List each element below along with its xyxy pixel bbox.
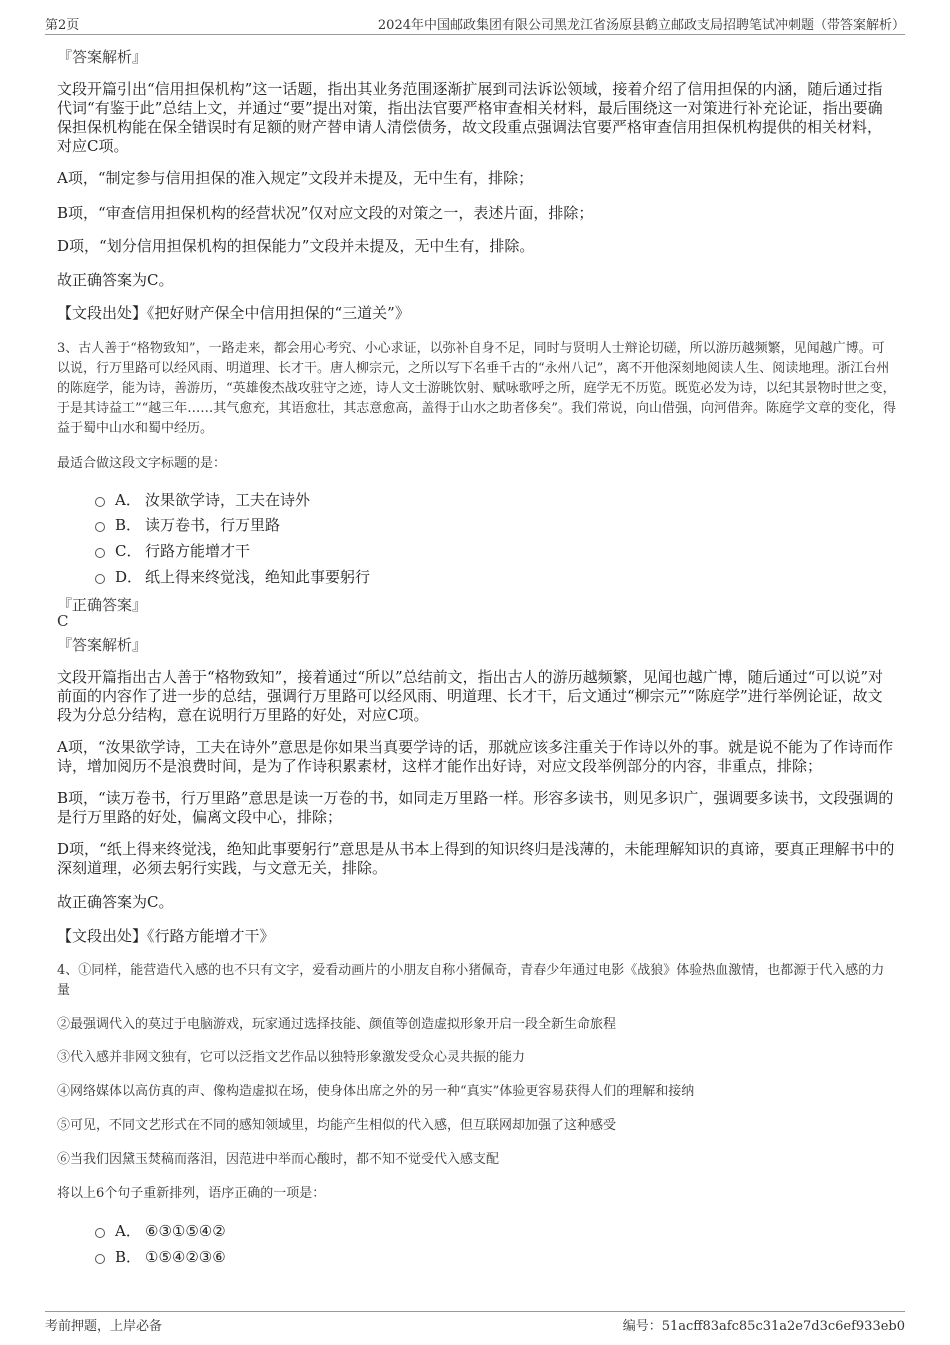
q4-question: 将以上6个句子重新排列，语序正确的一项是： [57, 1186, 326, 1201]
page-header [45, 14, 905, 35]
q3-correct-answer: C [57, 612, 69, 630]
q3-question: 最适合做这段文字标题的是： [57, 456, 227, 471]
q4-sentence-6: ⑥当我们因黛玉焚稿而落泪，因范进中举而心酸时，都不知不觉受代入感支配 [57, 1152, 500, 1167]
q4-sentence-1: 4、①同样，能营造代入感的也不只有文字，爱看动画片的小朋友自称小猪佩奇，青春少年通过电影《战狼》体验热血激情，也都源于代入感的力量 [57, 963, 885, 998]
q2-option-d-analysis: D项，“划分信用担保机构的担保能力”文段并未提及，无中生有，排除。 [57, 237, 535, 255]
q4-sentence-5: ⑤可见，不同文艺形式在不同的感知领域里，均能产生相似的代入感，但互联网却加强了这种感受 [57, 1118, 617, 1133]
q3-option-b-analysis: B项，“读万卷书，行万里路”意思是读一万卷的书，如同走万里路一样。形容多读书，则见多识广，强调要多读书，文段强调的是行万里路的好处，偏离文段中心，排除； [57, 789, 894, 826]
q3-option-a[interactable]: A． 汝果欲学诗，工夫在诗外 [95, 489, 310, 510]
footer-slogan: 考前押题，上岸必备 [45, 1319, 163, 1334]
radio-icon[interactable] [95, 1254, 105, 1264]
q3-source: 【文段出处】《行路方能增才干》 [57, 927, 275, 945]
q2-source: 【文段出处】《把好财产保全中信用担保的“三道关”》 [57, 304, 410, 322]
radio-icon[interactable] [95, 548, 105, 558]
q3-stem: 3、古人善于“格物致知”，一路走来，都会用心考究、小心求证，以弥补自身不足，同时与贤明人士辩论切磋，所以游历越频繁，见闻越广博。可以说，行万里路可以经风雨、明道理、长才干。唐人柳宗元，之所以写下名垂千古的“永州八记”，离不开他深刻地阅读人生、阅读地理。浙江台州的陈庭学，能为诗，善游历，“英雄俊杰战攻驻守之迹，诗人文士游眺饮射、赋咏歌呼之所，庭学无不历览。既览必发为诗，以纪其景物时世之变，于是其诗益工”“越三年……其气愈充，其语愈壮，其志意愈高，盖得于山水之助者侈矣”。我们常说，向山借强，向河借奔。陈庭学文章的变化，得益于蜀中山水和蜀中经历。 [57, 341, 896, 436]
q3-option-d-analysis: D项，“纸上得来终觉浅，绝知此事要躬行”意思是从书本上得到的知识终归是浅薄的，未能理解知识的真谛，要真正理解书中的深刻道理，必须去躬行实践，与文意无关，排除。 [57, 840, 895, 877]
radio-icon[interactable] [95, 497, 105, 507]
q3-option-c[interactable]: C． 行路方能增才干 [95, 540, 250, 561]
q2-analysis-label: 『答案解析』 [57, 48, 148, 66]
q4-sentence-4: ④网络媒体以高仿真的声、像构造虚拟在场，使身体出席之外的另一种“真实”体验更容易获得人们的理解和接纳 [57, 1084, 695, 1099]
q3-option-d[interactable]: D． 纸上得来终觉浅，绝知此事要躬行 [95, 566, 370, 587]
document-title: 2024年中国邮政集团有限公司黑龙江省汤原县鹤立邮政支局招聘笔试冲刺题（带答案解析） [377, 18, 905, 33]
radio-icon[interactable] [95, 574, 105, 584]
q2-answer: 故正确答案为C。 [57, 271, 174, 289]
q3-correct-label: 『正确答案』 [57, 596, 148, 614]
q3-analysis: 文段开篇指出古人善于“格物致知”，接着通过“所以”总结前文，指出古人的游历越频繁，见闻也越广博，随后通过“可以说”对前面的内容作了进一步的总结，强调行万里路可以经风雨、明道理、长才干，后文通过“柳宗元”“陈庭学”进行举例论证，故文段为分总分结构，意在说明行万里路的好处，对应C项。 [57, 668, 884, 724]
q2-option-a-analysis: A项，“制定参与信用担保的准入规定”文段并未提及，无中生有，排除； [57, 169, 534, 187]
q4-option-b[interactable]: B． ①⑤④②③⑥ [95, 1246, 226, 1267]
q4-sentence-2: ②最强调代入的莫过于电脑游戏，玩家通过选择技能、颜值等创造虚拟形象开启一段全新生命旅程 [57, 1017, 617, 1032]
q3-answer: 故正确答案为C。 [57, 893, 174, 911]
page-footer [45, 1311, 905, 1334]
q4-option-a[interactable]: A． ⑥③①⑤④② [95, 1220, 226, 1241]
q3-option-a-analysis: A项，“汝果欲学诗，工夫在诗外”意思是你如果当真要学诗的话，那就应该多注重关于作诗以外的事。就是说不能为了作诗而作诗，增加阅历不是浪费时间，是为了作诗积累素材，这样才能作出好诗，对应文段举例部分的内容，非重点，排除； [57, 738, 894, 775]
q4-sentence-3: ③代入感并非网文独有，它可以泛指文艺作品以独特形象激发受众心灵共振的能力 [57, 1050, 526, 1065]
page-number: 第2页 [45, 18, 80, 33]
radio-icon[interactable] [95, 522, 105, 532]
radio-icon[interactable] [95, 1228, 105, 1238]
q2-analysis: 文段开篇引出“信用担保机构”这一话题，指出其业务范围逐渐扩展到司法诉讼领域，接着介绍了信用担保的内涵，随后通过指代词“有鉴于此”总结上文，并通过“要”提出对策，指出法官要严格审查相关材料，最后围绕这一对策进行补充论证，指出要确保担保机构能在保全错误时有足额的财产替申请人清偿债务，故文段重点强调法官要严格审查信用担保机构提供的相关材料，对应C项。 [57, 80, 883, 155]
q3-analysis-label: 『答案解析』 [57, 636, 148, 654]
footer-serial: 编号：51acff83afc85c31a2e7d3c6ef933eb0 [622, 1319, 905, 1334]
q3-option-b[interactable]: B． 读万卷书，行万里路 [95, 514, 280, 535]
q2-option-b-analysis: B项，“审查信用担保机构的经营状况”仅对应文段的对策之一，表述片面，排除； [57, 204, 594, 222]
